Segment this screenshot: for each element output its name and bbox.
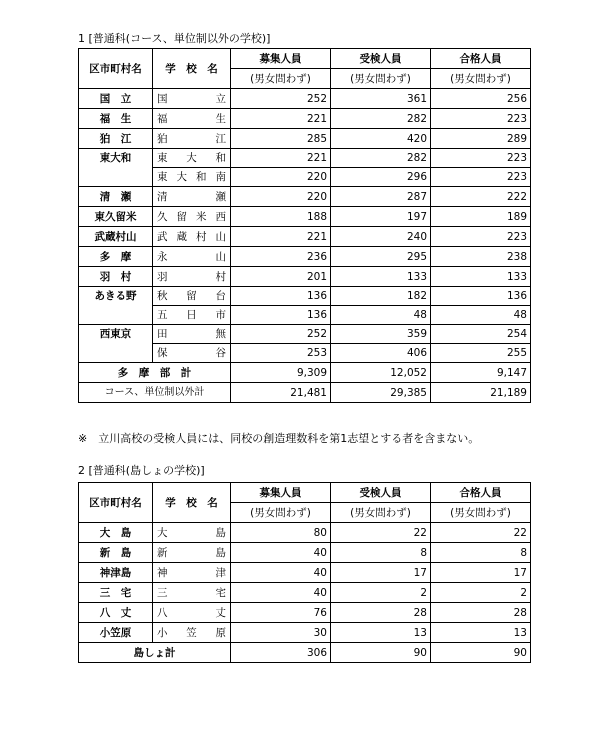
municipality-cell: 東久留米: [79, 207, 153, 227]
school-cell: 狛江: [153, 129, 231, 149]
section2-table-body: [79, 523, 531, 643]
school-cell: 羽村: [153, 267, 231, 287]
municipality-cell: 西東京: [79, 325, 153, 363]
applicants-cell: 17: [331, 563, 431, 583]
recruit-cell: 80: [231, 523, 331, 543]
header-passed-sub: (男女問わず): [431, 503, 531, 523]
municipality-cell: 清 瀬: [79, 187, 153, 207]
total-row: [79, 643, 531, 663]
total-recruit: 306: [231, 643, 331, 663]
recruit-cell: 285: [231, 129, 331, 149]
applicants-cell: 2: [331, 583, 431, 603]
recruit-cell: 221: [231, 227, 331, 247]
municipality-cell: 国 立: [79, 89, 153, 109]
school-cell: 五日市: [153, 306, 231, 325]
recruit-cell: 40: [231, 543, 331, 563]
passed-cell: 289: [431, 129, 531, 149]
passed-cell: 2: [431, 583, 531, 603]
passed-cell: 17: [431, 563, 531, 583]
municipality-cell: 小笠原: [79, 623, 153, 643]
section2-heading: 2 [普通科(島しょの学校)]: [78, 464, 205, 477]
recruit-cell: 236: [231, 247, 331, 267]
school-cell: 田無: [153, 325, 231, 344]
header-recruit: 募集人員: [231, 483, 331, 503]
section2-table: [78, 482, 531, 663]
municipality-cell: 大 島: [79, 523, 153, 543]
total-applicants: 29,385: [331, 383, 431, 403]
school-cell: 久留米西: [153, 207, 231, 227]
recruit-cell: 40: [231, 583, 331, 603]
header-passed: 合格人員: [431, 483, 531, 503]
table-row: [79, 267, 531, 287]
recruit-cell: 221: [231, 149, 331, 168]
header-municipality: 区市町村名: [79, 49, 153, 89]
school-cell: 永山: [153, 247, 231, 267]
recruit-cell: 76: [231, 603, 331, 623]
table-row: [79, 563, 531, 583]
applicants-cell: 295: [331, 247, 431, 267]
applicants-cell: 282: [331, 149, 431, 168]
passed-cell: 223: [431, 168, 531, 187]
table-row: [79, 623, 531, 643]
recruit-cell: 136: [231, 306, 331, 325]
recruit-cell: 253: [231, 344, 331, 363]
recruit-cell: 30: [231, 623, 331, 643]
applicants-cell: 361: [331, 89, 431, 109]
table-row: [79, 583, 531, 603]
school-cell: 八丈: [153, 603, 231, 623]
school-cell: 東大和: [153, 149, 231, 168]
section1-heading: 1 [普通科(コース、単位制以外の学校)]: [78, 32, 271, 45]
passed-cell: 238: [431, 247, 531, 267]
municipality-cell: 三 宅: [79, 583, 153, 603]
municipality-cell: 武蔵村山: [79, 227, 153, 247]
recruit-cell: 40: [231, 563, 331, 583]
applicants-cell: 133: [331, 267, 431, 287]
passed-cell: 223: [431, 227, 531, 247]
table-row: [79, 227, 531, 247]
table-row: [79, 247, 531, 267]
table-row: [79, 325, 531, 344]
school-cell: 福生: [153, 109, 231, 129]
municipality-cell: 多 摩: [79, 247, 153, 267]
table-row: [79, 89, 531, 109]
subtotal-passed: 9,147: [431, 363, 531, 383]
passed-cell: 8: [431, 543, 531, 563]
school-cell: 小笠原: [153, 623, 231, 643]
school-cell: 保谷: [153, 344, 231, 363]
school-cell: 三宅: [153, 583, 231, 603]
applicants-cell: 359: [331, 325, 431, 344]
recruit-cell: 188: [231, 207, 331, 227]
applicants-cell: 28: [331, 603, 431, 623]
subtotal-recruit: 9,309: [231, 363, 331, 383]
total-recruit: 21,481: [231, 383, 331, 403]
school-cell: 神津: [153, 563, 231, 583]
section1-table: [78, 48, 531, 403]
total-passed: 21,189: [431, 383, 531, 403]
municipality-cell: 八 丈: [79, 603, 153, 623]
recruit-cell: 201: [231, 267, 331, 287]
header-applicants-sub: (男女問わず): [331, 503, 431, 523]
applicants-cell: 48: [331, 306, 431, 325]
municipality-cell: 狛 江: [79, 129, 153, 149]
passed-cell: 13: [431, 623, 531, 643]
school-cell: 東大和南: [153, 168, 231, 187]
applicants-cell: 282: [331, 109, 431, 129]
passed-cell: 189: [431, 207, 531, 227]
school-cell: 清瀬: [153, 187, 231, 207]
section1-table-body: [79, 89, 531, 363]
recruit-cell: 252: [231, 325, 331, 344]
passed-cell: 254: [431, 325, 531, 344]
subtotal-applicants: 12,052: [331, 363, 431, 383]
passed-cell: 28: [431, 603, 531, 623]
applicants-cell: 182: [331, 287, 431, 306]
header-recruit-sub: (男女問わず): [231, 69, 331, 89]
applicants-cell: 22: [331, 523, 431, 543]
table-header-row: [79, 483, 531, 503]
applicants-cell: 197: [331, 207, 431, 227]
school-cell: 国立: [153, 89, 231, 109]
applicants-cell: 296: [331, 168, 431, 187]
total-row: [79, 383, 531, 403]
table-header-row: [79, 49, 531, 69]
header-school: 学 校 名: [153, 483, 231, 523]
school-cell: 秋留台: [153, 287, 231, 306]
table-row: [79, 523, 531, 543]
school-cell: 大島: [153, 523, 231, 543]
passed-cell: 223: [431, 149, 531, 168]
section1-note: ※ 立川高校の受検人員には、同校の創造理数科を第1志望とする者を含まない。: [78, 432, 480, 445]
table-row: [79, 603, 531, 623]
municipality-cell: あきる野: [79, 287, 153, 325]
table-row: [79, 109, 531, 129]
municipality-cell: 福 生: [79, 109, 153, 129]
passed-cell: 256: [431, 89, 531, 109]
applicants-cell: 13: [331, 623, 431, 643]
header-passed-sub: (男女問わず): [431, 69, 531, 89]
table-row: [79, 187, 531, 207]
municipality-cell: 神津島: [79, 563, 153, 583]
recruit-cell: 220: [231, 168, 331, 187]
header-recruit-sub: (男女問わず): [231, 503, 331, 523]
total-label: コース、単位制以外計: [79, 383, 231, 403]
subtotal-label: 多 摩 部 計: [79, 363, 231, 383]
applicants-cell: 240: [331, 227, 431, 247]
recruit-cell: 220: [231, 187, 331, 207]
passed-cell: 48: [431, 306, 531, 325]
passed-cell: 222: [431, 187, 531, 207]
applicants-cell: 406: [331, 344, 431, 363]
municipality-cell: 東大和: [79, 149, 153, 187]
applicants-cell: 8: [331, 543, 431, 563]
header-recruit: 募集人員: [231, 49, 331, 69]
header-passed: 合格人員: [431, 49, 531, 69]
total-label: 島しょ計: [79, 643, 231, 663]
passed-cell: 22: [431, 523, 531, 543]
passed-cell: 136: [431, 287, 531, 306]
header-applicants-sub: (男女問わず): [331, 69, 431, 89]
recruit-cell: 136: [231, 287, 331, 306]
recruit-cell: 252: [231, 89, 331, 109]
school-cell: 新島: [153, 543, 231, 563]
total-applicants: 90: [331, 643, 431, 663]
table-row: [79, 287, 531, 306]
school-cell: 武蔵村山: [153, 227, 231, 247]
passed-cell: 133: [431, 267, 531, 287]
applicants-cell: 420: [331, 129, 431, 149]
table-row: [79, 149, 531, 168]
passed-cell: 255: [431, 344, 531, 363]
subtotal-row: [79, 363, 531, 383]
applicants-cell: 287: [331, 187, 431, 207]
header-municipality: 区市町村名: [79, 483, 153, 523]
table-row: [79, 129, 531, 149]
table-row: [79, 543, 531, 563]
municipality-cell: 羽 村: [79, 267, 153, 287]
header-applicants: 受検人員: [331, 483, 431, 503]
passed-cell: 223: [431, 109, 531, 129]
table-row: [79, 207, 531, 227]
recruit-cell: 221: [231, 109, 331, 129]
total-passed: 90: [431, 643, 531, 663]
header-school: 学 校 名: [153, 49, 231, 89]
header-applicants: 受検人員: [331, 49, 431, 69]
municipality-cell: 新 島: [79, 543, 153, 563]
